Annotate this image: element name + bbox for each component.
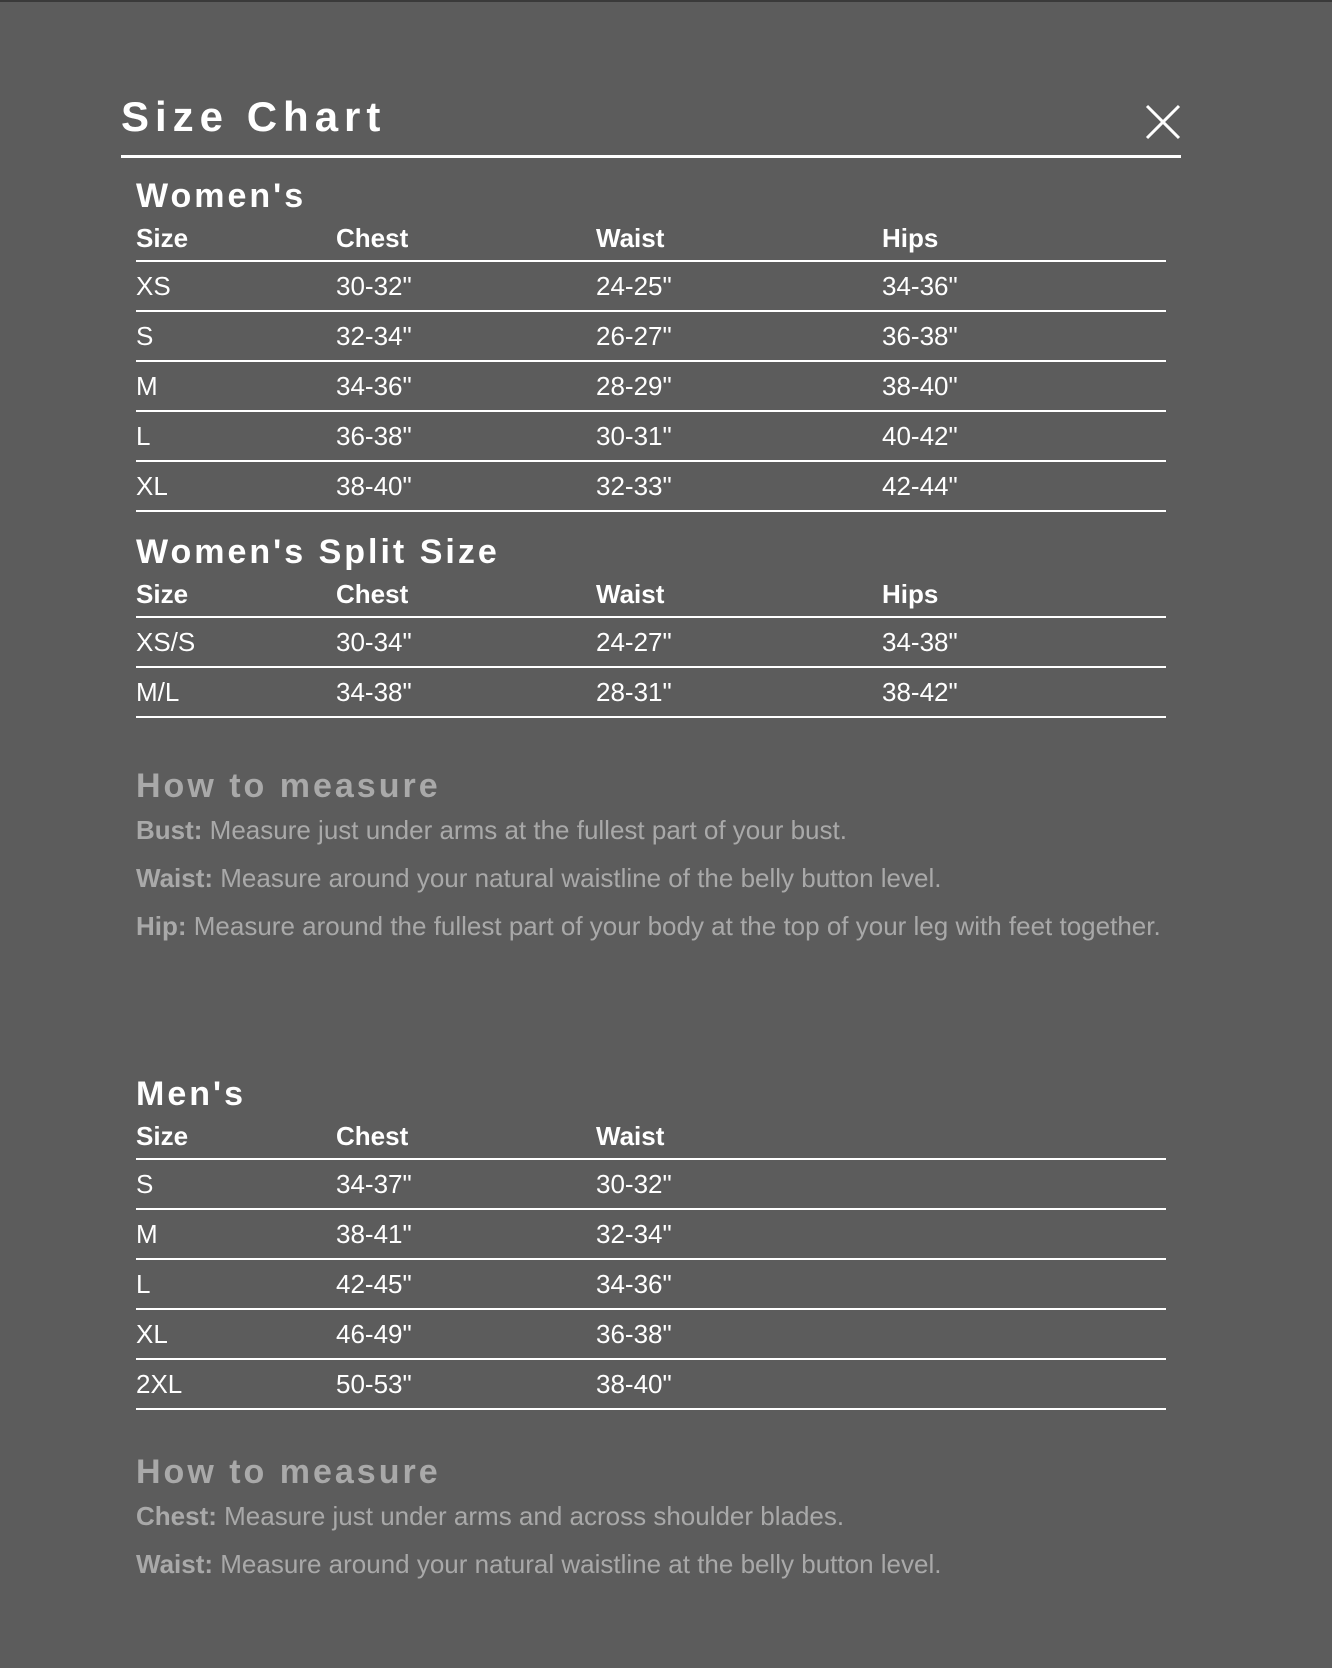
table-cell: S bbox=[136, 1159, 336, 1209]
table-cell: 40-42" bbox=[882, 411, 1166, 461]
empty-column-header bbox=[882, 1114, 1166, 1159]
table-row bbox=[136, 667, 1166, 717]
table-cell: 38-40" bbox=[596, 1359, 882, 1409]
measure-text: Measure around the fullest part of your body at the top of your leg with feet together. bbox=[186, 911, 1161, 941]
column-header: Hips bbox=[882, 216, 1166, 261]
mens-title: Men's bbox=[136, 1075, 246, 1113]
table-cell: 42-44" bbox=[882, 461, 1166, 511]
column-header: Chest bbox=[336, 572, 596, 617]
table-row bbox=[136, 1159, 1166, 1209]
table-cell: 46-49" bbox=[336, 1309, 596, 1359]
measure-label: Chest: bbox=[136, 1501, 217, 1531]
table-row bbox=[136, 1309, 1166, 1359]
table-cell: XL bbox=[136, 1309, 336, 1359]
table-header-row bbox=[136, 572, 1166, 617]
empty-cell bbox=[882, 1259, 1166, 1309]
close-x-icon bbox=[1145, 104, 1181, 140]
table-row bbox=[136, 1359, 1166, 1409]
measure-text: Measure around your natural waistline of the belly button level. bbox=[213, 863, 942, 893]
table-cell: S bbox=[136, 311, 336, 361]
empty-cell bbox=[882, 1309, 1166, 1359]
womens-split-section bbox=[136, 532, 1166, 718]
womens-table bbox=[136, 216, 1166, 512]
table-cell: M bbox=[136, 1209, 336, 1259]
measure-hip bbox=[136, 902, 1176, 950]
table-row bbox=[136, 361, 1166, 411]
mens-measure-title: How to measure bbox=[136, 1453, 441, 1491]
table-row bbox=[136, 461, 1166, 511]
table-cell: 50-53" bbox=[336, 1359, 596, 1409]
table-cell: 38-40" bbox=[336, 461, 596, 511]
womens-measure-section bbox=[136, 766, 1176, 950]
table-cell: 24-25" bbox=[596, 261, 882, 311]
measure-text: Measure just under arms and across shoulder blades. bbox=[216, 1501, 845, 1531]
table-cell: 42-45" bbox=[336, 1259, 596, 1309]
womens-section bbox=[136, 176, 1166, 512]
column-header: Size bbox=[136, 572, 336, 617]
measure-waist bbox=[136, 854, 1176, 902]
measure-bust bbox=[136, 806, 1176, 854]
table-row bbox=[136, 1259, 1166, 1309]
mens-table bbox=[136, 1114, 1166, 1410]
measure-label: Bust: bbox=[136, 815, 203, 845]
measure-chest bbox=[136, 1492, 1176, 1540]
modal-title: Size Chart bbox=[121, 93, 387, 140]
table-cell: 36-38" bbox=[336, 411, 596, 461]
table-row bbox=[136, 1209, 1166, 1259]
womens-title: Women's bbox=[136, 177, 307, 215]
measure-text: Measure just under arms at the fullest part of your bust. bbox=[202, 815, 847, 845]
table-cell: 24-27" bbox=[596, 617, 882, 667]
table-row bbox=[136, 617, 1166, 667]
table-cell: 30-32" bbox=[596, 1159, 882, 1209]
table-cell: 2XL bbox=[136, 1359, 336, 1409]
table-cell: 32-33" bbox=[596, 461, 882, 511]
table-cell: 32-34" bbox=[336, 311, 596, 361]
table-cell: 34-37" bbox=[336, 1159, 596, 1209]
table-cell: 30-34" bbox=[336, 617, 596, 667]
table-cell: 34-36" bbox=[882, 261, 1166, 311]
empty-cell bbox=[882, 1209, 1166, 1259]
table-cell: 28-29" bbox=[596, 361, 882, 411]
table-cell: 30-32" bbox=[336, 261, 596, 311]
table-cell: L bbox=[136, 411, 336, 461]
table-cell: XL bbox=[136, 461, 336, 511]
womens-split-table bbox=[136, 572, 1166, 718]
table-cell: M bbox=[136, 361, 336, 411]
column-header: Chest bbox=[336, 1114, 596, 1159]
column-header: Waist bbox=[596, 216, 882, 261]
measure-waist bbox=[136, 1540, 1176, 1588]
empty-cell bbox=[882, 1359, 1166, 1409]
table-cell: 38-40" bbox=[882, 361, 1166, 411]
table-cell: 34-36" bbox=[336, 361, 596, 411]
mens-section bbox=[136, 1074, 1166, 1410]
column-header: Waist bbox=[596, 1114, 882, 1159]
table-header-row bbox=[136, 216, 1166, 261]
column-header: Chest bbox=[336, 216, 596, 261]
table-row bbox=[136, 311, 1166, 361]
column-header: Size bbox=[136, 216, 336, 261]
table-cell: 30-31" bbox=[596, 411, 882, 461]
table-row bbox=[136, 261, 1166, 311]
table-cell: XS/S bbox=[136, 617, 336, 667]
womens-split-title: Women's Split Size bbox=[136, 533, 500, 571]
table-cell: 36-38" bbox=[882, 311, 1166, 361]
table-cell: 38-41" bbox=[336, 1209, 596, 1259]
table-cell: XS bbox=[136, 261, 336, 311]
table-cell: 36-38" bbox=[596, 1309, 882, 1359]
table-cell: 34-36" bbox=[596, 1259, 882, 1309]
close-button[interactable] bbox=[1145, 104, 1181, 140]
measure-label: Waist: bbox=[136, 863, 214, 893]
table-cell: 34-38" bbox=[882, 617, 1166, 667]
modal-header bbox=[121, 92, 1181, 158]
table-row bbox=[136, 411, 1166, 461]
column-header: Waist bbox=[596, 572, 882, 617]
measure-text: Measure around your natural waistline at the belly button level. bbox=[213, 1549, 942, 1579]
table-cell: M/L bbox=[136, 667, 336, 717]
table-cell: 32-34" bbox=[596, 1209, 882, 1259]
mens-measure-section bbox=[136, 1452, 1176, 1588]
top-border bbox=[0, 0, 1332, 2]
empty-cell bbox=[882, 1159, 1166, 1209]
table-cell: 34-38" bbox=[336, 667, 596, 717]
column-header: Size bbox=[136, 1114, 336, 1159]
column-header: Hips bbox=[882, 572, 1166, 617]
table-cell: 28-31" bbox=[596, 667, 882, 717]
measure-label: Hip: bbox=[136, 911, 187, 941]
measure-label: Waist: bbox=[136, 1549, 214, 1579]
table-cell: 38-42" bbox=[882, 667, 1166, 717]
womens-measure-title: How to measure bbox=[136, 767, 441, 805]
table-header-row bbox=[136, 1114, 1166, 1159]
table-cell: 26-27" bbox=[596, 311, 882, 361]
table-cell: L bbox=[136, 1259, 336, 1309]
